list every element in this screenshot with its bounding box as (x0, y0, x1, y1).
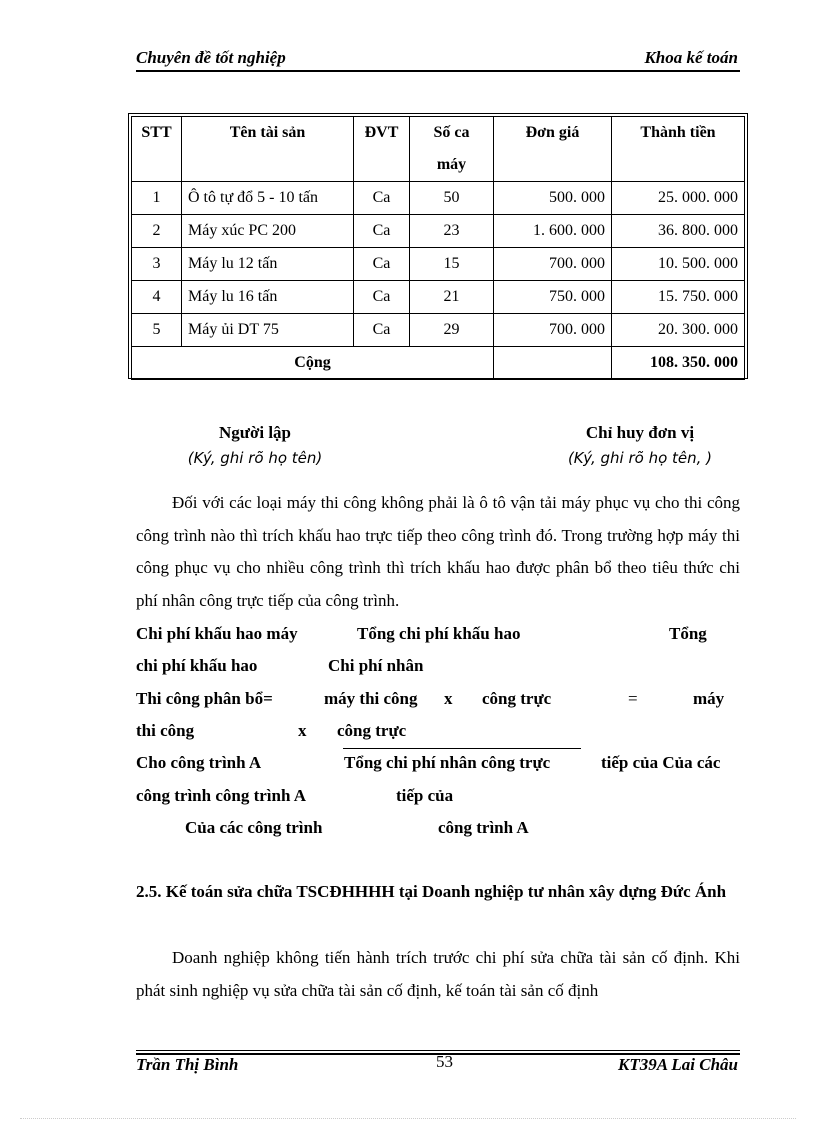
footer-author: Trần Thị Bình (136, 1055, 239, 1074)
formula-text: chi phí khấu hao (136, 656, 258, 675)
col-amount: Thành tiền (612, 117, 745, 182)
formula-text: máy thi công (324, 689, 418, 708)
signature-commander: Chỉ huy đơn vị (Ký, ghi rõ họ tên, ) (567, 423, 713, 467)
formula-text: công trực (337, 721, 407, 740)
formula-text: Của các công trình (185, 818, 323, 837)
formula-text: công trực (482, 689, 552, 708)
section-heading: 2.5. Kế toán sửa chữa TSCĐHHHH tại Doanh nghiệp tư nhân xây dựng Đức Ánh (136, 882, 727, 901)
col-price: Đơn giá (494, 117, 612, 182)
header-left: Chuyên đề tốt nghiệp (136, 48, 286, 67)
header-rule (136, 70, 740, 72)
header-right: Khoa kế toán (644, 48, 738, 67)
col-stt: STT (132, 117, 182, 182)
formula-text: x (444, 689, 453, 708)
formula-text: Tổng chi phí nhân công trực (344, 753, 551, 772)
formula-text: máy (693, 689, 725, 708)
total-value: 108. 350. 000 (612, 347, 745, 380)
paragraph-depreciation: Đối với các loại máy thi công không phải là ô tô vận tải máy phục vụ cho thi công công trình nào thì trích khấu hao trực tiếp theo công trình đó. Trong trường hợp máy thi công phục vụ cho nhiều công trình thì trích khấu hao được phân bổ theo tiêu thức chi phí nhân công trực tiếp của công trình. (136, 493, 740, 610)
formula-text: công trình A (438, 818, 529, 837)
formula-text: công trình công trình A (136, 786, 307, 805)
formula-text: tiếp của Của các (601, 753, 721, 772)
col-unit: ĐVT (354, 117, 410, 182)
table-row: 4 Máy lu 16 tấn Ca 21 750. 000 15. 750. 000 (132, 281, 745, 314)
col-shifts: Số ca máy (410, 117, 494, 182)
formula-text: = (628, 689, 638, 708)
formula-text: tiếp của (396, 786, 454, 805)
table-row: 1 Ô tô tự đổ 5 - 10 tấn Ca 50 500. 000 25. 000. 000 (132, 182, 745, 215)
table-row: 3 Máy lu 12 tấn Ca 15 700. 000 10. 500. 000 (132, 248, 745, 281)
footer-rule (136, 1050, 740, 1051)
asset-table (128, 113, 748, 379)
page-edge (20, 1118, 796, 1119)
formula-text: Cho công trình A (136, 753, 262, 772)
table-header-row (132, 117, 745, 182)
table-row: 5 Máy ủi DT 75 Ca 29 700. 000 20. 300. 000 (132, 314, 745, 347)
page-number: 53 (436, 1052, 453, 1071)
formula-text: Tổng chi phí khấu hao (357, 624, 521, 643)
footer-class: KT39A Lai Châu (618, 1055, 738, 1074)
formula-text: Chi phí nhân (328, 656, 424, 675)
signature-preparer: Người lập (Ký, ghi rõ họ tên) (187, 423, 323, 467)
paragraph-repair: Doanh nghiệp không tiến hành trích trước chi phí sửa chữa tài sản cố định. Khi phát sinh nghiệp vụ sửa chữa tài sản cố định, kế toán tài sản cố định (136, 948, 740, 1000)
fraction-line (343, 748, 581, 749)
table-row: 2 Máy xúc PC 200 Ca 23 1. 600. 000 36. 800. 000 (132, 215, 745, 248)
formula-text: x (298, 721, 307, 740)
table-total-row (132, 347, 745, 380)
formula-text: Chi phí khấu hao máy (136, 624, 298, 643)
total-label: Cộng (132, 347, 494, 380)
col-name: Tên tài sản (182, 117, 354, 182)
formula-text: thi công (136, 721, 195, 740)
formula-text: Tổng (669, 624, 707, 643)
formula-text: Thi công phân bổ= (136, 689, 273, 708)
